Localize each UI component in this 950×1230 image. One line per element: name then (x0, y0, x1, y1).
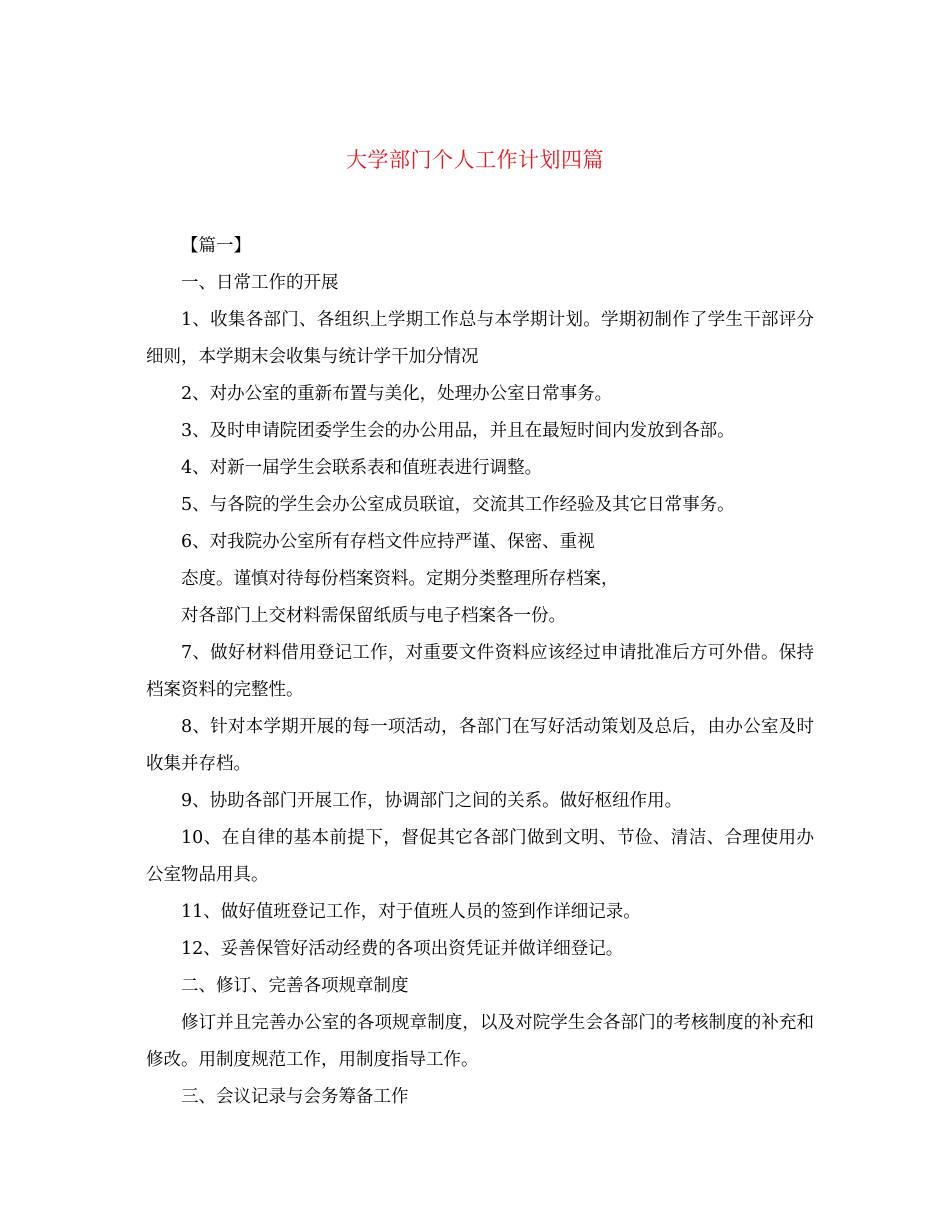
paragraph-item-10: 10、在自律的基本前提下，督促其它各部门做到文明、节俭、清洁、合理使用办公室物品用具。 (146, 828, 814, 885)
paragraph-item-3: 3、及时申请院团委学生会的办公用品，并且在最短时间内发放到各部。 (181, 421, 735, 441)
paragraph-regulations: 修订并且完善办公室的各项规章制度，以及对院学生会各部门的考核制度的补充和修改。用制度规范工作，用制度指导工作。 (146, 1013, 814, 1070)
document-title: 大学部门个人工作计划四篇 (346, 148, 604, 172)
paragraph-item-9: 9、协助各部门开展工作，协调部门之间的关系。做好枢纽作用。 (181, 791, 683, 811)
paragraph-item-4: 4、对新一届学生会联系表和值班表进行调整。 (181, 458, 543, 478)
paragraph-item-2: 2、对办公室的重新布置与美化，处理办公室日常事务。 (181, 384, 613, 404)
heading-daily-work: 一、日常工作的开展 (181, 273, 339, 293)
paragraph-item-6: 6、对我院办公室所有存档文件应持严谨、保密、重视 (181, 532, 595, 552)
heading-regulations: 二、修订、完善各项规章制度 (181, 976, 409, 996)
paragraph-item-8: 8、针对本学期开展的每一项活动，各部门在写好活动策划及总后，由办公室及时收集并存档。 (146, 717, 814, 774)
paragraph-item-1: 1、收集各部门、各组织上学期工作总与本学期计划。学期初制作了学生干部评分细则，本学期末会收集与统计学干加分情况 (146, 310, 814, 367)
paragraph-item-7: 7、做好材料借用登记工作，对重要文件资料应该经过申请批准后方可外借。保持档案资料的完整性。 (146, 643, 814, 700)
paragraph-item-5: 5、与各院的学生会办公室成员联谊，交流其工作经验及其它日常事务。 (181, 495, 735, 515)
section-heading-part-one: 【篇一】 (181, 236, 251, 256)
paragraph-item-11: 11、做好值班登记工作，对于值班人员的签到作详细记录。 (181, 902, 641, 922)
paragraph-item-6-line-2: 态度。谨慎对待每份档案资料。定期分类整理所存档案， (181, 569, 619, 589)
paragraph-item-12: 12、妥善保管好活动经费的各项出资凭证并做详细登记。 (181, 939, 624, 959)
heading-meeting-records: 三、会议记录与会务筹备工作 (181, 1087, 409, 1107)
document-body (146, 228, 814, 1116)
paragraph-item-6-line-3: 对各部门上交材料需保留纸质与电子档案各一份。 (181, 606, 566, 626)
